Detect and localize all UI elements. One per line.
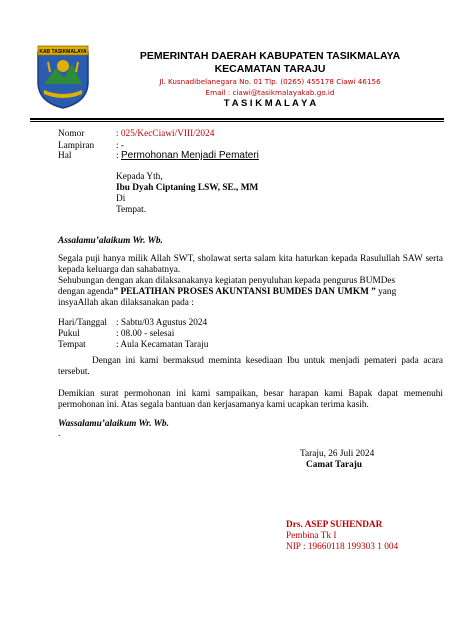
paragraph-request: Dengan ini kami bermaksud meminta kesediaan Ibu untuk menjadi pemateri pada acara tersebut.	[58, 356, 443, 377]
signature-position: Camat Taraju	[306, 460, 363, 470]
recipient-kepada: Kepada Yth,	[116, 172, 163, 182]
schedule-day-value: : Sabtu/03 Agustus 2024	[116, 318, 208, 328]
recipient-tempat: Tempat.	[116, 205, 147, 215]
signature-name: Drs. ASEP SUHENDAR	[286, 520, 383, 530]
lampiran-value: : -	[116, 141, 125, 151]
kop-rule-thick	[30, 118, 444, 120]
kop-government: PEMERINTAH DAERAH KABUPATEN TASIKMALAYA	[139, 50, 401, 62]
schedule-place-label: Tempat	[58, 340, 86, 350]
kop-rule-thin	[30, 121, 444, 122]
purpose-agenda-title: ” PELATIHAN PROSES AKUNTANSI BUMDES DAN UMKM ”	[113, 287, 376, 297]
logo-text: KAB TASIKMALAYA	[39, 49, 87, 55]
kop-district: KECAMATAN TARAJU	[214, 63, 326, 75]
schedule-place-value: : Aula Kecamatan Taraju	[116, 340, 209, 350]
regency-logo	[34, 42, 92, 110]
kop-address: Jl. Kusnadibelanegara No. 01 Tlp. (0265) 455178 Ciawi 46156	[159, 77, 381, 86]
nomor-label: Nomor	[58, 129, 85, 139]
paragraph-closing: Demikian surat permohonan ini kami sampaikan, besar harapan kami Bapak dapat memenuhi permohonan ini. Atas segala bantuan dan kerjasamanya kami ucapkan terima kasih.	[58, 389, 443, 410]
paragraph-purpose-line2	[58, 287, 396, 298]
signature-place-date: Taraju, 26 Juli 2024	[300, 449, 375, 459]
signature-nip: NIP : 19660118 199303 1 004	[286, 542, 399, 552]
schedule-time-value: : 08.00 - selesai	[116, 329, 175, 339]
paragraph-purpose-line3: insyaAllah akan dilaksanakan pada :	[58, 298, 194, 308]
paragraph-opening: Segala puji hanya milik Allah SWT, sholawat serta salam kita haturkan kepada Rasulullah SAW serta kepada keluarga dan sahabatnya.	[58, 254, 443, 275]
closing-salam: Wassalamu’alaikum Wr. Wb.	[58, 419, 169, 429]
schedule-day-label: Hari/Tanggal	[58, 318, 107, 328]
purpose-agenda-suffix: yang	[378, 287, 397, 297]
kop-city: T A S I K M A L A Y A	[223, 98, 317, 109]
recipient-name: Ibu Dyah Ciptaning LSW, SE., MM	[116, 183, 259, 193]
nomor-value: : 025/KecCiawi/VIII/2024	[116, 129, 215, 139]
signature-rank: Pembina Tk I	[286, 531, 337, 541]
hal-colon: :	[116, 151, 119, 161]
paragraph-purpose-line1: Sehubungan dengan akan dilaksanakanya kegiatan penyuluhan kepada pengurus BUMDes	[58, 276, 396, 286]
schedule-time-label: Pukul	[58, 329, 80, 339]
purpose-agenda-prefix: dengan agenda	[58, 287, 114, 297]
greeting: Assalamu’alaikum Wr. Wb.	[58, 236, 163, 246]
kop-email: Email : ciawi@tasikmalayakab.go.id	[205, 88, 335, 97]
hal-value: Permohonan Menjadi Pemateri	[121, 150, 259, 161]
lampiran-label: Lampiran	[58, 141, 95, 151]
closing-dot: .	[58, 429, 61, 439]
hal-label: Hal	[58, 151, 72, 161]
recipient-di: Di	[116, 194, 126, 204]
